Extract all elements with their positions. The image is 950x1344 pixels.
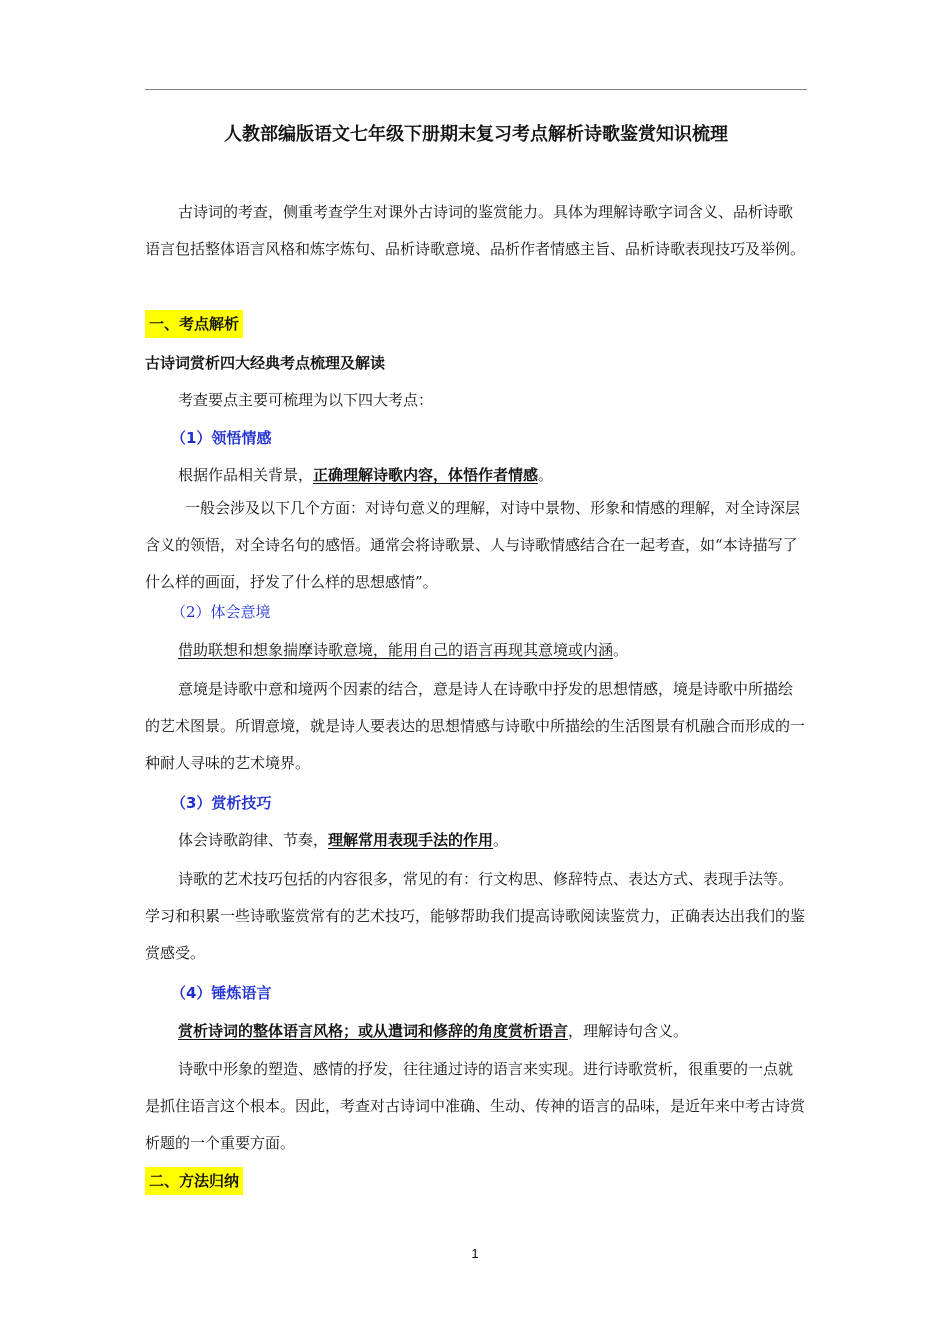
document-title: 人教部编版语文七年级下册期末复习考点解析诗歌鉴赏知识梳理 — [224, 124, 728, 145]
section-heading-methods: 二、方法归纳 — [145, 1167, 243, 1195]
subheading: 古诗词赏析四大经典考点梳理及解读 — [145, 354, 386, 372]
point1-body: 一般会涉及以下几个方面：对诗句意义的理解，对诗中景物、形象和情感的理解，对全诗深层含义的领悟，对全诗名句的感悟。通常会将诗歌景、人与诗歌情感结合在一起考查，如“本诗描写了什么样的画面，抒发了什么样的思想感情”。 — [145, 499, 801, 591]
point1-title: （1）领悟情感 — [171, 429, 272, 447]
intro-paragraph: 古诗词的考查，侧重考查学生对课外古诗词的鉴赏能力。具体为理解诗歌字词含义、品析诗歌语言包括整体语言风格和炼字炼句、品析诗歌意境、品析作者情感主旨、品析诗歌表现技巧及举例。 — [145, 203, 806, 258]
point3-title: （3）赏析技巧 — [171, 794, 272, 812]
point4-req-suffix: ，理解诗句含义。 — [568, 1022, 689, 1040]
point3-requirement — [178, 828, 508, 852]
page-number: 1 — [471, 1246, 479, 1261]
point2-body: 意境是诗歌中意和境两个因素的结合，意是诗人在诗歌中抒发的思想情感，境是诗歌中所描绘的艺术图景。所谓意境，就是诗人要表达的思想情感与诗歌中所描绘的生活图景有机融合而形成的一种耐人寻味的艺术境界。 — [145, 680, 806, 772]
point2-req-suffix: 。 — [613, 641, 629, 659]
point3-body: 诗歌的艺术技巧包括的内容很多，常见的有：行文构思、修辞特点、表达方式、表现手法等。学习和积累一些诗歌鉴赏常有的艺术技巧，能够帮助我们提高诗歌阅读鉴赏力，正确表达出我们的鉴赏感受。 — [145, 870, 806, 962]
section-heading-analysis: 一、考点解析 — [145, 310, 243, 338]
lead-text: 考查要点主要可梳理为以下四大考点： — [178, 391, 434, 409]
point4-req-key: 赏析诗词的整体语言风格；或从遣词和修辞的角度赏析语言 — [178, 1022, 569, 1040]
point3-req-prefix: 体会诗歌韵律、节奏， — [178, 831, 329, 849]
point3-req-key: 理解常用表现手法的作用 — [328, 831, 494, 849]
point2-requirement — [178, 638, 628, 662]
point1-req-suffix: 。 — [538, 466, 554, 484]
point2-title: （2）体会意境 — [171, 603, 271, 621]
point3-req-suffix: 。 — [493, 831, 509, 849]
point4-requirement — [178, 1019, 688, 1043]
header-rule — [145, 89, 807, 90]
point4-body: 诗歌中形象的塑造、感情的抒发，往往通过诗的语言来实现。进行诗歌赏析，很重要的一点就是抓住语言这个根本。因此，考查对古诗词中准确、生动、传神的语言的品味，是近年来中考古诗赏析题的一个重要方面。 — [145, 1060, 806, 1152]
point1-requirement — [178, 463, 553, 487]
point2-req-key: 借助联想和想象揣摩诗歌意境，能用自己的语言再现其意境或内涵 — [178, 641, 614, 659]
point1-req-key: 正确理解诗歌内容，体悟作者情感 — [313, 466, 539, 484]
point1-req-prefix: 根据作品相关背景， — [178, 466, 314, 484]
point4-title: （4）锤炼语言 — [171, 984, 272, 1002]
